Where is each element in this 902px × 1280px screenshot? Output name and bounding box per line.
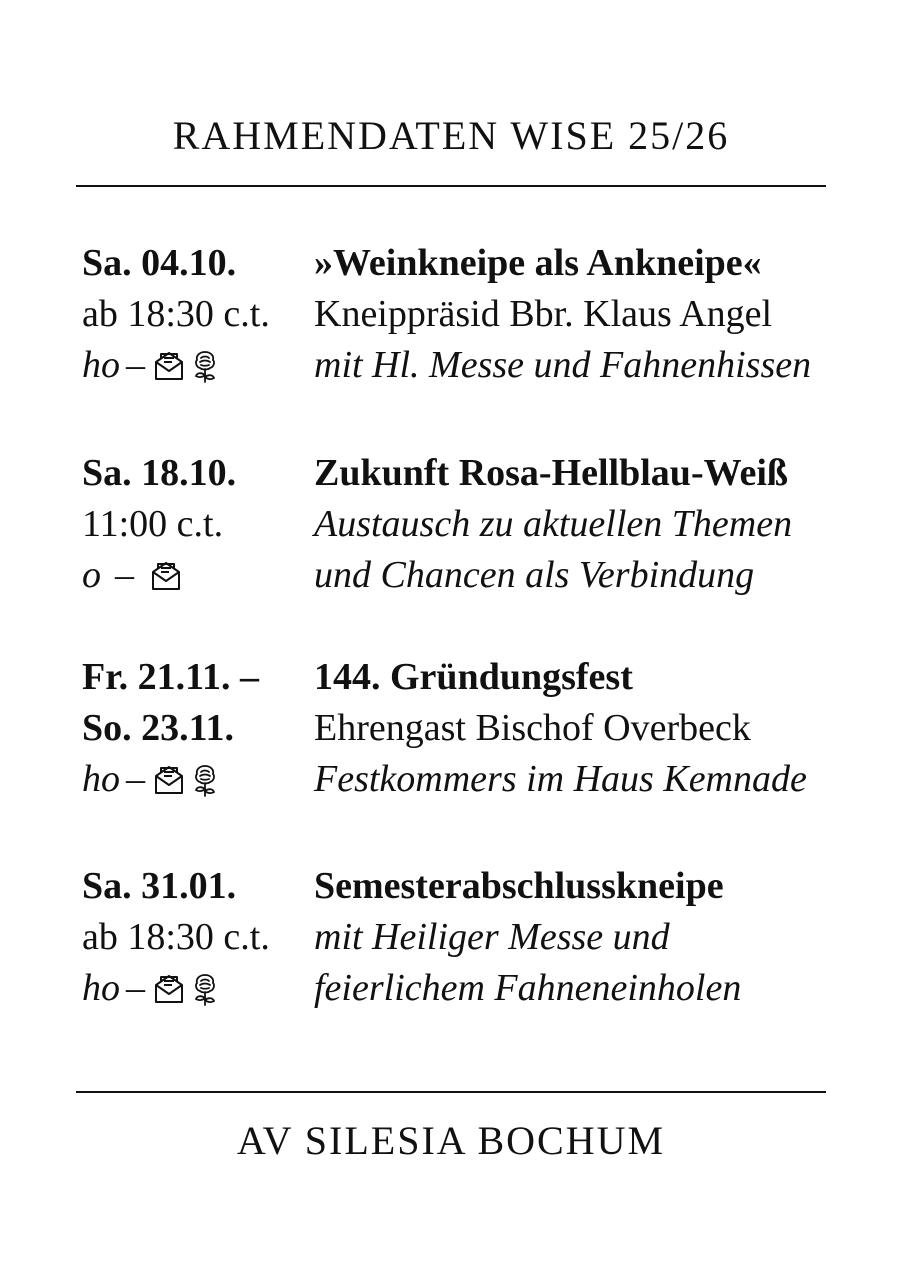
event-note: Festkommers im Haus Kemnade <box>314 758 807 800</box>
event-description: Kneippräsid Bbr. Klaus Angel <box>314 293 773 335</box>
event-description: Ehrengast Bischof Overbeck <box>314 707 751 749</box>
dress-code-dash: – <box>126 758 145 800</box>
event-time: ab 18:30 c.t. <box>82 916 270 958</box>
event-entry <box>82 652 822 805</box>
event-date: Fr. 21.11. – <box>82 656 259 698</box>
top-divider <box>76 185 826 187</box>
envelope-icon <box>151 971 187 1007</box>
page-title: RAHMENDATEN WISE 25/26 <box>172 113 730 158</box>
event-title: »Weinkneipe als Ankneipe« <box>314 242 762 284</box>
event-note: und Chancen als Verbindung <box>314 554 755 596</box>
rose-icon <box>187 348 223 384</box>
event-description: Austausch zu aktuellen Themen <box>314 503 793 545</box>
envelope-icon <box>151 762 187 798</box>
dress-code-label: ho <box>82 758 120 800</box>
dress-code-dash: – <box>126 344 145 386</box>
event-entry <box>82 448 822 601</box>
event-entry <box>82 861 822 1014</box>
event-description: mit Heiliger Messe und <box>314 916 670 958</box>
event-date: Sa. 04.10. <box>82 242 237 284</box>
event-end-date: So. 23.11. <box>82 707 235 749</box>
event-date: Sa. 18.10. <box>82 452 237 494</box>
event-dress-code <box>82 550 314 601</box>
event-title: Zukunft Rosa-Hellblau-Weiß <box>314 452 789 494</box>
footer-organization: AV SILESIA BOCHUM <box>236 1118 666 1163</box>
rose-icon <box>187 971 223 1007</box>
event-time: ab 18:30 c.t. <box>82 293 270 335</box>
dress-code-label: o <box>82 554 101 596</box>
dress-code-label: ho <box>82 967 120 1009</box>
event-time: 11:00 c.t. <box>82 503 224 545</box>
dress-code-label: ho <box>82 344 120 386</box>
bottom-divider <box>76 1091 826 1093</box>
event-dress-code <box>82 340 314 391</box>
event-note: mit Hl. Messe und Fahnenhissen <box>314 344 812 386</box>
envelope-icon <box>151 348 187 384</box>
event-date: Sa. 31.01. <box>82 865 237 907</box>
event-dress-code <box>82 754 314 805</box>
dress-code-dash: – <box>115 554 134 596</box>
event-entry <box>82 238 822 391</box>
event-dress-code <box>82 963 314 1014</box>
envelope-icon <box>148 558 184 594</box>
event-title: 144. Gründungsfest <box>314 656 633 698</box>
event-title: Semesterabschlusskneipe <box>314 865 724 907</box>
event-note: feierlichem Fahneneinholen <box>314 967 742 1009</box>
rose-icon <box>187 762 223 798</box>
dress-code-dash: – <box>126 967 145 1009</box>
